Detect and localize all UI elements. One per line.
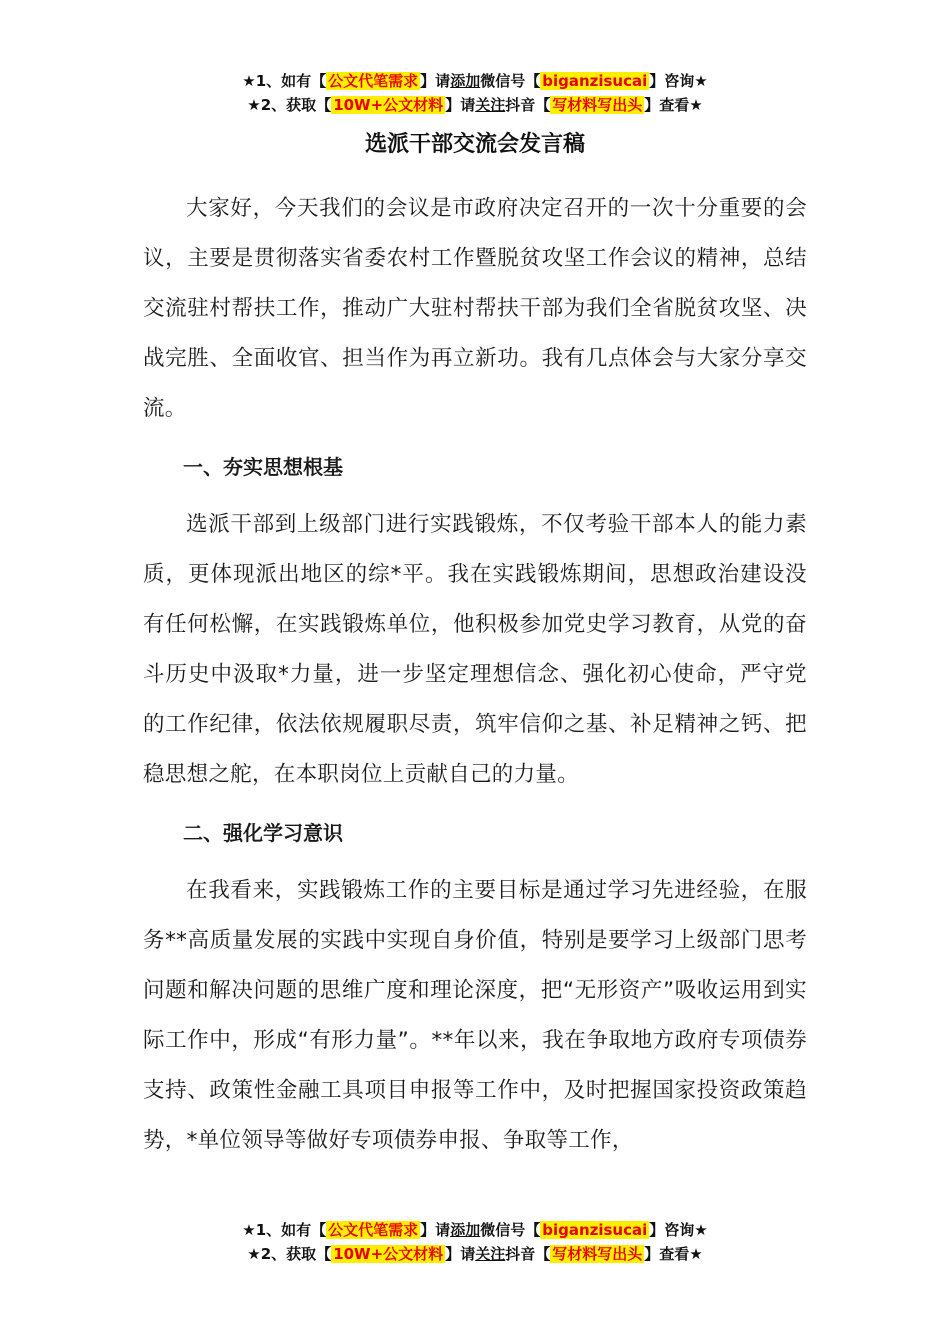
- promo-text: 】请: [420, 1221, 451, 1239]
- promo-text: 】咨询★: [649, 1221, 708, 1239]
- promo-text: 】咨询★: [649, 72, 708, 90]
- promo-text: 微信号【: [480, 72, 541, 90]
- promo-text: ★2、获取【: [247, 96, 332, 114]
- promo-text: ★1、如有【: [242, 1221, 327, 1239]
- promo-underline: 关注: [475, 96, 506, 114]
- document-body: [143, 184, 807, 1166]
- section-paragraph-2: 在我看来，实践锻炼工作的主要目标是通过学习先进经验，在服务**高质量发展的实践中实现自身价值，特别是要学习上级部门思考问题和解决问题的思维广度和理论深度，把“无形资产”吸收运用到实际工作中，形成“有形力量”。**年以来，我在争取地方政府专项债券支持、政策性金融工具项目申报等工作中，及时把握国家投资政策趋势，*单位领导等做好专项债券申报、争取等工作，: [143, 878, 807, 1153]
- promo-text: 】查看★: [644, 96, 703, 114]
- promo-text: 】请: [445, 1245, 476, 1263]
- promo-text: 微信号【: [480, 1221, 541, 1239]
- document-title: 选派干部交流会发言稿: [364, 132, 585, 157]
- promo-text: 抖音【: [505, 1245, 551, 1263]
- promo-text: ★2、获取【: [247, 1245, 332, 1263]
- promo-text: 】请: [420, 72, 451, 90]
- section-heading-1: 一、夯实思想根基: [183, 455, 343, 479]
- promo-highlight: biganzisucai: [542, 1221, 648, 1239]
- promo-line-2: [0, 93, 950, 117]
- promo-text: 】查看★: [644, 1245, 703, 1263]
- section-paragraph-1: 选派干部到上级部门进行实践锻炼，不仅考验干部本人的能力素质，更体现派出地区的综*平。我在实践锻炼期间，思想政治建设没有任何松懈，在实践锻炼单位，他积极参加党史学习教育，从党的奋斗历史中汲取*力量，进一步坚定理想信念、强化初心使命，严守党的工作纪律，依法依规履职尽责，筑牢信仰之基、补足精神之钙、把稳思想之舵，在本职岗位上贡献自己的力量。: [143, 512, 807, 787]
- promo-text: 抖音【: [505, 96, 551, 114]
- promo-highlight: 10W+公文材料: [333, 96, 444, 114]
- promo-highlight: biganzisucai: [542, 72, 648, 90]
- promo-banner-top: [0, 69, 950, 117]
- section-heading-2: 二、强化学习意识: [183, 821, 343, 845]
- promo-underline: 关注: [475, 1245, 506, 1263]
- promo-highlight: 公文代笔需求: [328, 72, 419, 90]
- promo-underline: 添加: [450, 72, 481, 90]
- promo-line-1: [0, 69, 950, 93]
- promo-underline: 添加: [450, 1221, 481, 1239]
- promo-text: 】请: [445, 96, 476, 114]
- promo-highlight: 写材料写出头: [552, 1245, 643, 1263]
- promo-highlight: 公文代笔需求: [328, 1221, 419, 1239]
- promo-line-1: [0, 1218, 950, 1242]
- promo-highlight: 10W+公文材料: [333, 1245, 444, 1263]
- promo-text: ★1、如有【: [242, 72, 327, 90]
- promo-banner-bottom: [0, 1218, 950, 1266]
- promo-highlight: 写材料写出头: [552, 96, 643, 114]
- intro-paragraph: 大家好，今天我们的会议是市政府决定召开的一次十分重要的会议，主要是贯彻落实省委农村工作暨脱贫攻坚工作会议的精神，总结交流驻村帮扶工作，推动广大驻村帮扶干部为我们全省脱贫攻坚、决战完胜、全面收官、担当作为再立新功。我有几点体会与大家分享交流。: [143, 196, 807, 421]
- promo-line-2: [0, 1242, 950, 1266]
